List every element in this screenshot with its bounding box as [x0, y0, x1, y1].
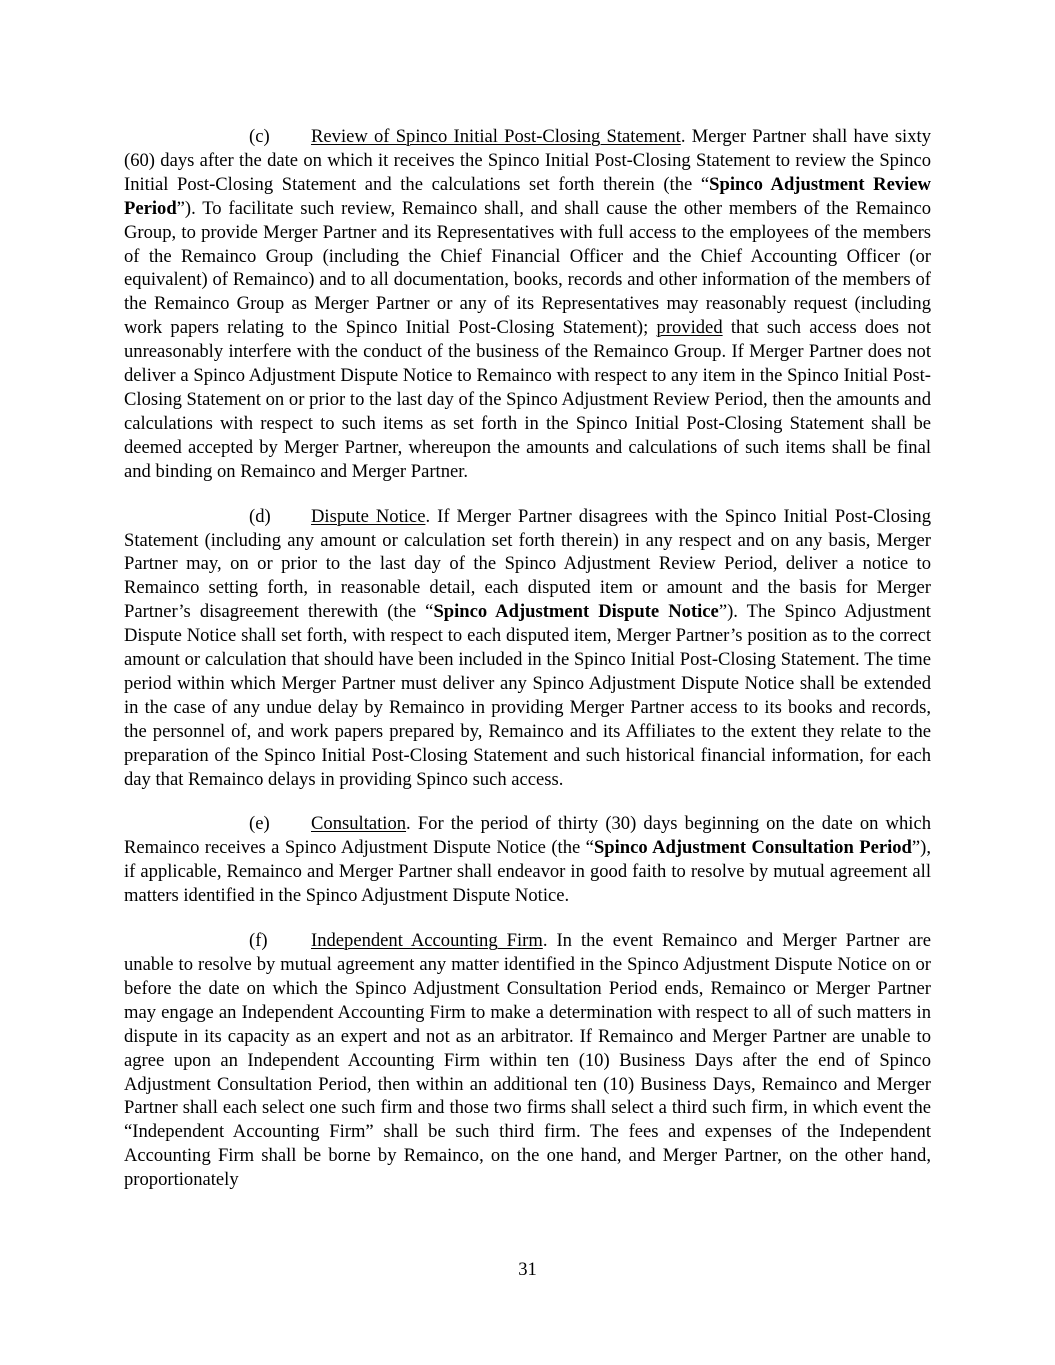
section-c-label: (c) [249, 126, 270, 147]
section-e-text: . For the period of thirty (30) days beginning on the date on which Remainco receives a Spinco Adjustment Dispute Notice (the “ [124, 813, 931, 859]
section-e-defined-term: Spinco Adjustment Consultation Period [593, 837, 912, 859]
page-number: 31 [518, 1259, 537, 1280]
section-c-text: ”). To facilitate such review, Remainco shall, and shall cause the other members of the Remainco Group, to provide Merger Partner and its Representatives with full access to the employees of the members of the Remainco Group (including the Chief Financial Officer and the Chief Accounting Officer (or equivalent) of Remainco) and to all documentation, books, records and other information of the members of the Remainco Group as Merger Partner or any of its Representatives may reasonably request (including work papers relating to the Spinco Initial Post-Closing Statement); [124, 197, 931, 339]
section-d-label: (d) [249, 505, 271, 527]
section-c-defined-term: Spinco Adjustment Review Period [124, 173, 931, 219]
section-d-text: ”). The Spinco Adjustment Dispute Notice shall set forth, with respect to each disputed item, Merger Partner’s position as to the correct amount or calculation that should have been included in the Spinco Initial Post-Closing Statement. The time period within which Merger Partner must deliver any Spinco Adjustment Dispute Notice shall be extended in the case of any undue delay by Remainco in providing Merger Partner access to its books and records, the personnel of, and work papers prepared by, Remainco and its Affiliates to the extent they relate to the preparation of the Spinco Initial Post-Closing Statement and such historical financial information, for each day that Remainco delays in providing Spinco such access. [124, 601, 931, 790]
section-e-paragraph [124, 812, 931, 908]
section-e-heading: Consultation [311, 813, 407, 835]
section-c-heading: Review of Spinco Initial Post-Closing Statement [311, 126, 681, 147]
section-d-heading: Dispute Notice [311, 505, 426, 527]
document-body [124, 125, 931, 1192]
section-f-heading: Independent Accounting Firm [311, 930, 543, 952]
section-d-paragraph [124, 505, 931, 792]
section-d-text: . If Merger Partner disagrees with the Spinco Initial Post-Closing Statement (including any amount or calculation set forth therein) in any respect and on any basis, Merger Partner may, on or prior to the last day of the Spinco Adjustment Review Period, deliver a notice to Remainco setting forth, in reasonable detail, each disputed item or amount and the basis for Merger Partner’s disagreement therewith (the “ [124, 505, 932, 623]
section-c-text: . Merger Partner shall have sixty (60) days after the date on which it receives the Spinco Initial Post-Closing Statement to review the Spinco Initial Post-Closing Statement and the calculations set forth therein (the “ [124, 126, 931, 195]
section-e-label: (e) [249, 813, 270, 835]
section-f-paragraph [124, 929, 931, 1192]
section-c-paragraph [124, 125, 931, 484]
section-e-text: ”), if applicable, Remainco and Merger Partner shall endeavor in good faith to resolve by mutual agreement all matters identified in the Spinco Adjustment Dispute Notice. [124, 837, 931, 907]
section-d-defined-term: Spinco Adjustment Dispute Notice [433, 601, 719, 623]
section-f-text: . In the event Remainco and Merger Partner are unable to resolve by mutual agreement any matter identified in the Spinco Adjustment Dispute Notice on or before the date on which the Spinco Adjustment Consultation Period ends, Remainco or Merger Partner may engage an Independent Accounting Firm to make a determination with respect to all of such matters in dispute in its capacity as an expert and not as an arbitrator. If Remainco and Merger Partner are unable to agree upon an Independent Accounting Firm within ten (10) Business Days after the end of Spinco Adjustment Consultation Period, then within an additional ten (10) Business Days, Remainco and Merger Partner shall each select one such firm and those two firms shall select a third such firm, in which event the “Independent Accounting Firm” shall be such third firm. The fees and expenses of the Independent Accounting Firm shall be borne by Remainco, on the one hand, and Merger Partner, on the other hand, proportionately [124, 930, 931, 1191]
section-f-label: (f) [249, 930, 268, 952]
section-c-text: that such access does not unreasonably interfere with the conduct of the business of the Remainco Group. If Merger Partner does not deliver a Spinco Adjustment Dispute Notice to Remainco with respect to any item in the Spinco Initial Post-Closing Statement on or prior to the last day of the Spinco Adjustment Review Period, then the amounts and calculations with respect to such items as set forth in the Spinco Initial Post-Closing Statement shall be deemed accepted by Merger Partner, whereupon the amounts and calculations of such items shall be final and binding on Remainco and Merger Partner. [124, 317, 931, 482]
section-c-proviso: provided [656, 317, 723, 339]
